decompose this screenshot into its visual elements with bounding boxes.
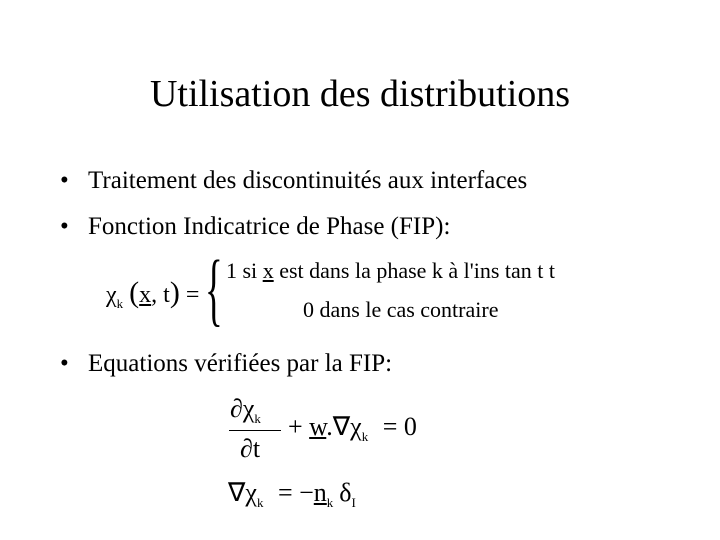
vector-w: w xyxy=(309,412,327,441)
bullet-text: Fonction Indicatrice de Phase (FIP): xyxy=(88,213,451,240)
fraction-numerator xyxy=(230,394,261,424)
case-1-text-end: est dans la phase k à l'ins tan t t xyxy=(273,258,556,283)
paren-open: ( xyxy=(129,276,140,309)
partial-symbol: ∂ xyxy=(230,394,243,423)
chi-symbol: χ xyxy=(106,282,117,308)
paren-close: ) xyxy=(169,276,180,309)
case-1-text: 1 si xyxy=(226,258,263,283)
case-1 xyxy=(226,258,555,284)
bullet-item xyxy=(60,350,392,378)
fraction-bar xyxy=(229,430,281,431)
vector-n: n xyxy=(313,478,327,507)
case-2: 0 dans le cas contraire xyxy=(303,297,499,322)
fip-lhs xyxy=(106,276,199,310)
equation-gradient xyxy=(228,478,356,508)
equation-rhs xyxy=(288,412,417,442)
case-1-vector-x: x xyxy=(262,258,274,283)
bullet-item xyxy=(60,213,450,241)
bullet-glyph: • xyxy=(60,167,69,194)
vector-x: x xyxy=(139,282,152,308)
left-brace: { xyxy=(205,243,223,334)
subscript-I: I xyxy=(351,495,356,510)
bullet-text: Traitement des discontinuités aux interfaces xyxy=(88,167,528,194)
subscript-k: k xyxy=(116,296,124,311)
subscript-k: k xyxy=(256,495,264,510)
nabla-symbol: ∇ xyxy=(332,412,351,441)
chi-symbol: χ xyxy=(350,412,362,441)
bullet-glyph: • xyxy=(60,350,69,377)
subscript-k: k xyxy=(361,429,369,444)
subscript-k: k xyxy=(254,411,261,426)
equals-zero: = 0 xyxy=(382,412,417,441)
fraction-denominator: ∂t xyxy=(240,434,261,463)
delta-symbol: δ xyxy=(339,478,352,507)
equals-minus: = − xyxy=(277,478,314,507)
subscript-k: k xyxy=(326,495,334,510)
chi-symbol: χ xyxy=(245,478,257,507)
dot-operator: . xyxy=(326,412,333,441)
bullet-text: Equations vérifiées par la FIP: xyxy=(88,350,393,377)
plus-sign: + xyxy=(288,412,303,441)
arg-t: , t xyxy=(151,282,170,308)
equals-sign: = xyxy=(185,282,200,308)
slide-title: Utilisation des distributions xyxy=(149,73,571,115)
chi-symbol: χ xyxy=(242,394,255,423)
bullet-item xyxy=(60,167,527,195)
nabla-symbol: ∇ xyxy=(228,478,246,507)
bullet-glyph: • xyxy=(60,213,69,240)
